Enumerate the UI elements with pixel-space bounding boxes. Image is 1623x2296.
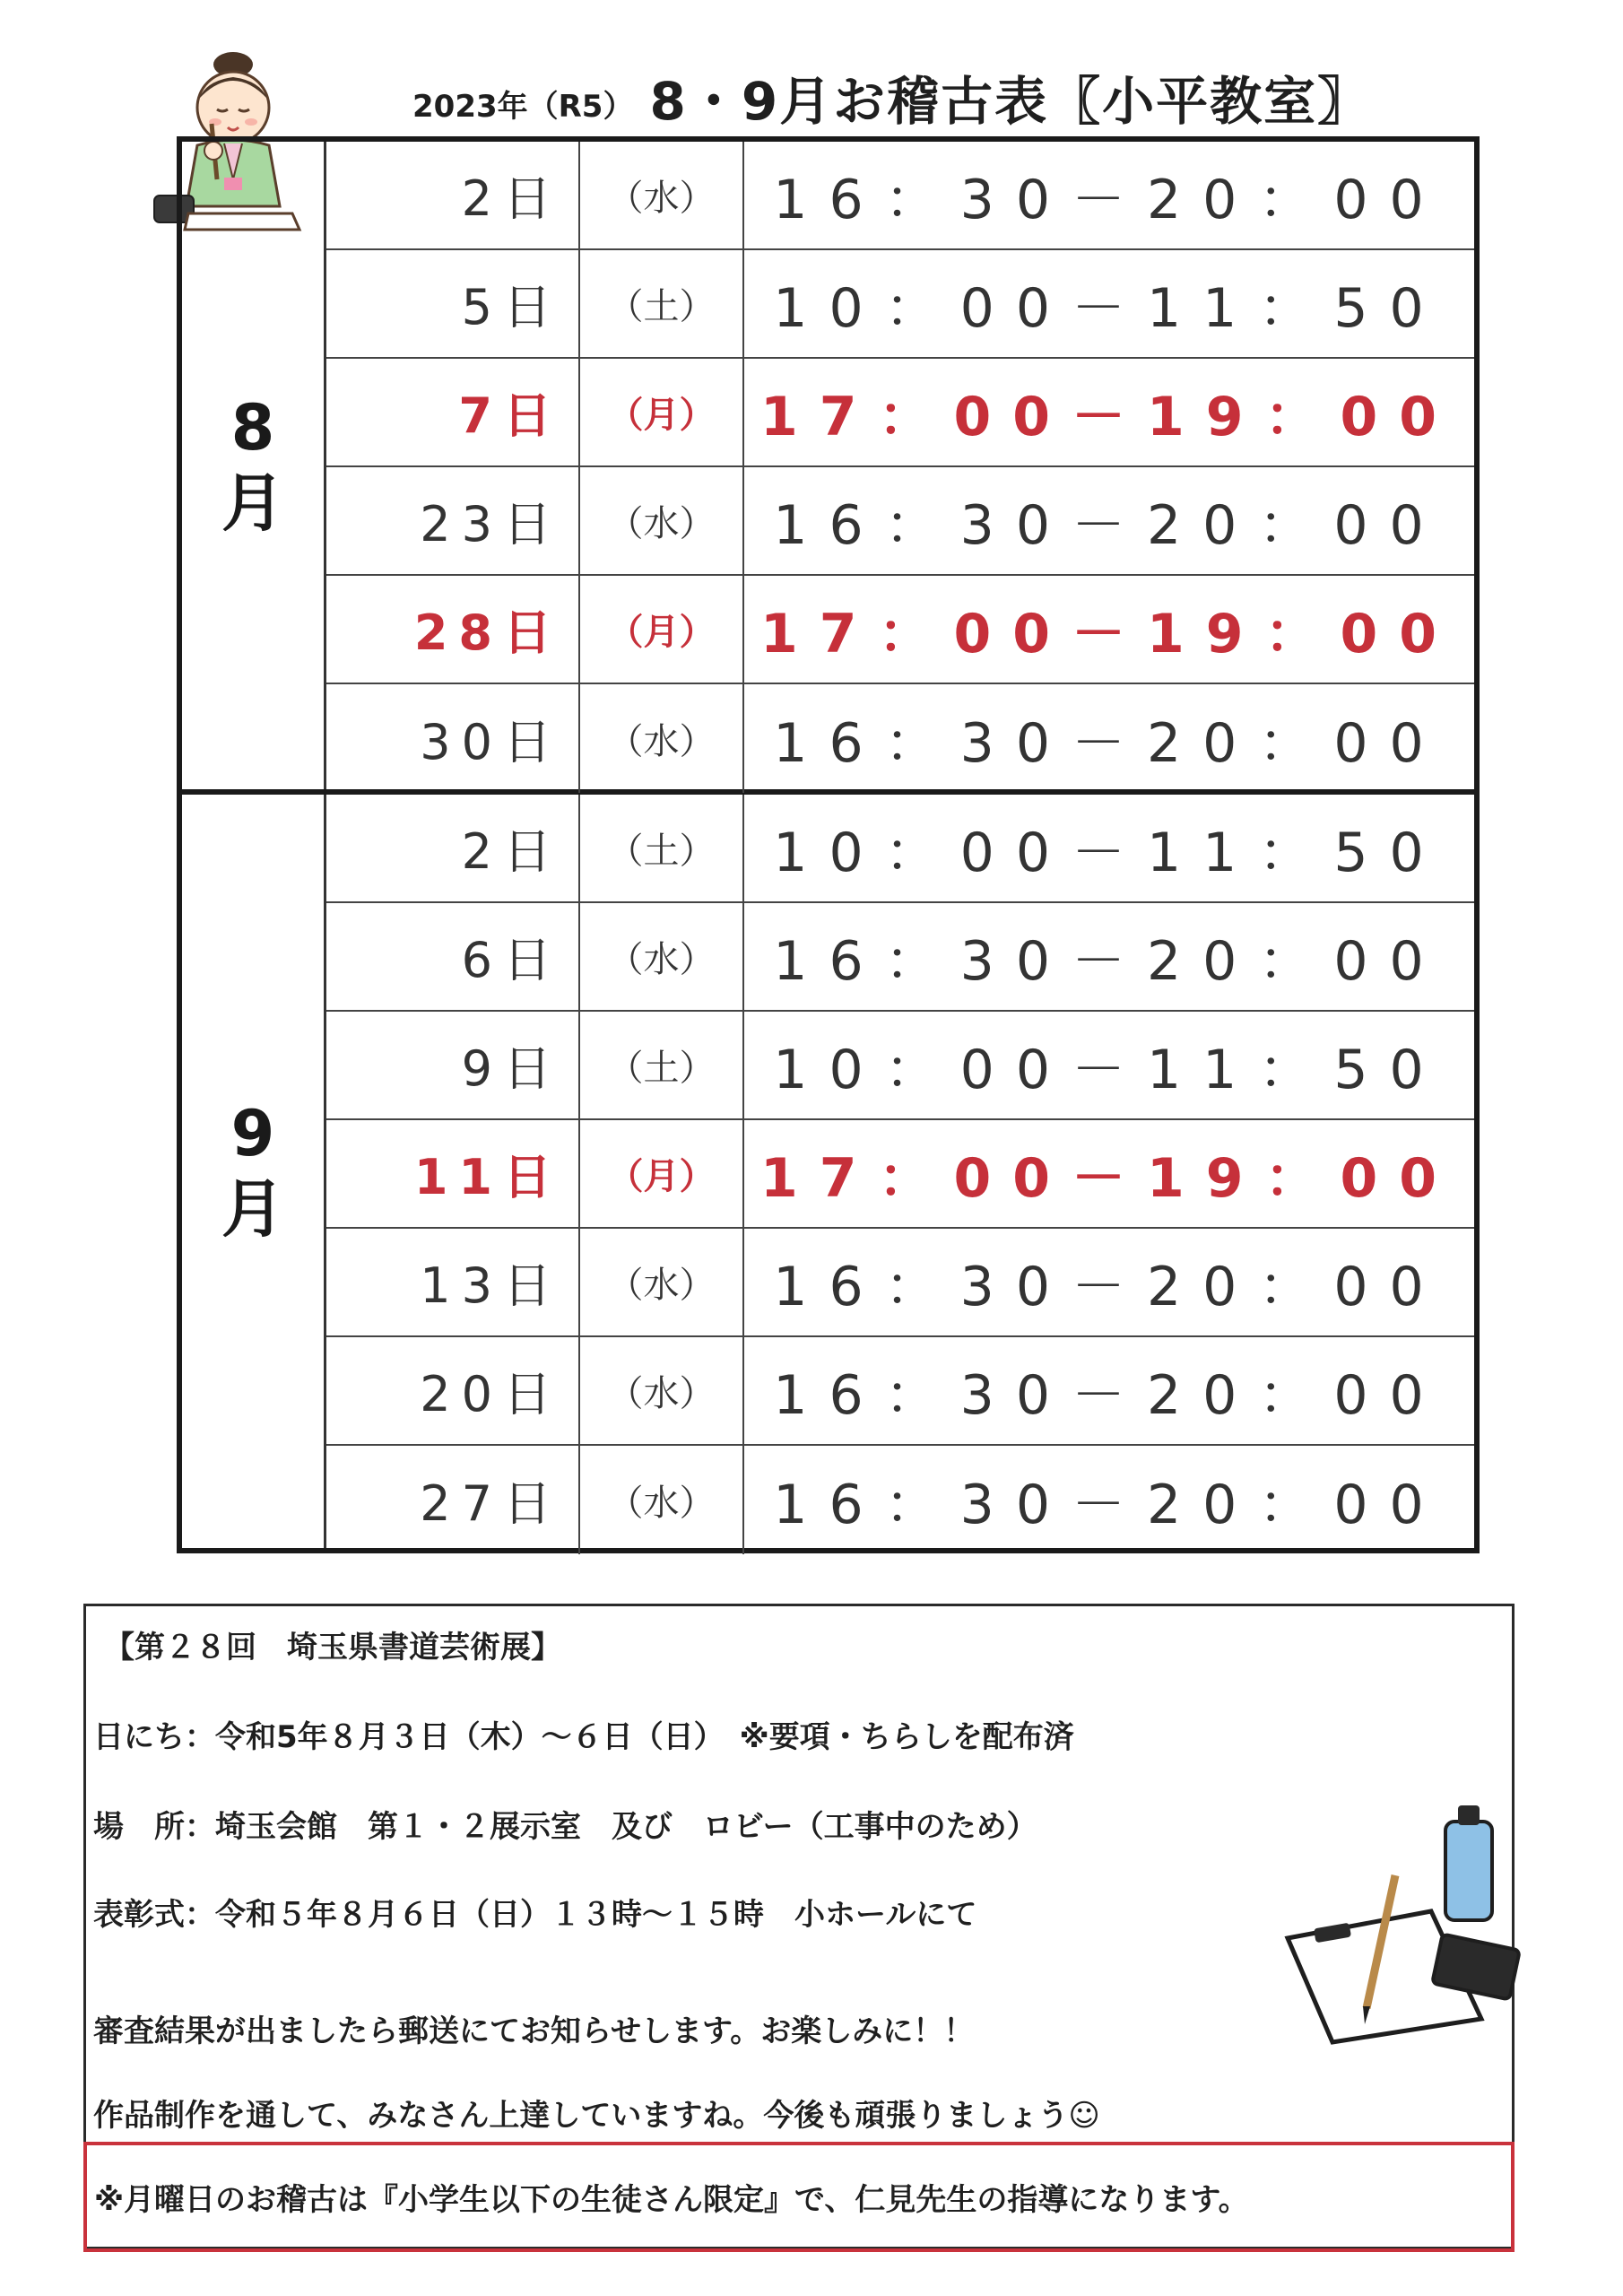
exhibition-heading: 【第２８回 埼玉県書道芸術展】 <box>104 1630 561 1665</box>
schedule-table <box>177 136 1480 1553</box>
schedule-row <box>326 576 1474 684</box>
schedule-row <box>326 1337 1474 1446</box>
august-label-number: 8 <box>230 391 275 465</box>
time-cell: 10：00－11：50 <box>773 821 1445 884</box>
time-cell: 17：00－19：00 <box>760 385 1458 448</box>
title-year: 2023年（R5） <box>412 89 634 125</box>
time-cell: 16：30－20：00 <box>773 1363 1445 1427</box>
september-rows <box>326 795 1474 1548</box>
august-rows <box>326 142 1474 789</box>
august-label <box>182 142 326 789</box>
time-cell: 10：00－11：50 <box>773 1038 1445 1101</box>
weekday-cell: （水） <box>580 1229 744 1335</box>
weekday-cell: （水） <box>580 1446 744 1554</box>
exhibition-place: 場 所：埼玉会館 第１・２展示室 及び ロビー（工事中のため） <box>93 1809 1037 1845</box>
day-cell: 9日 <box>326 1012 580 1118</box>
day-cell: 30日 <box>326 684 580 793</box>
weekday-cell: （水） <box>580 142 744 248</box>
schedule-row <box>326 903 1474 1012</box>
day-cell: 2日 <box>326 142 580 248</box>
time-cell: 16：30－20：00 <box>773 493 1445 557</box>
time-cell: 16：30－20：00 <box>773 711 1445 775</box>
calligraphy-tools-illustration <box>1270 1804 1530 2046</box>
weekday-cell: （月） <box>580 576 744 683</box>
schedule-row <box>326 1446 1474 1554</box>
time-cell: 16：30－20：00 <box>773 1255 1445 1318</box>
schedule-row <box>326 1229 1474 1337</box>
schedule-row <box>326 359 1474 467</box>
day-cell: 11日 <box>326 1120 580 1227</box>
page-title <box>412 54 1371 135</box>
weekday-cell: （水） <box>580 903 744 1010</box>
weekday-cell: （土） <box>580 795 744 901</box>
day-cell: 5日 <box>326 250 580 357</box>
time-cell: 10：00－11：50 <box>773 276 1445 340</box>
weekday-cell: （水） <box>580 684 744 793</box>
august-block <box>182 142 1474 795</box>
schedule-row <box>326 467 1474 576</box>
title-main: 8・9月お稽古表〖小平教室〗 <box>649 71 1372 132</box>
september-block <box>182 795 1474 1548</box>
time-cell: 16：30－20：00 <box>773 929 1445 993</box>
day-cell: 23日 <box>326 467 580 574</box>
day-cell: 7日 <box>326 359 580 465</box>
schedule-row <box>326 250 1474 359</box>
exhibition-date: 日にち：令和5年８月３日（木）～６日（日） ※要項・ちらしを配布済 <box>93 1719 1074 1755</box>
september-label-kanji: 月 <box>221 1172 284 1246</box>
exhibition-message: 作品制作を通して、みなさん上達していますね。今後も頑張りましょう☺ <box>93 2098 1100 2134</box>
time-cell: 17：00－19：00 <box>760 1146 1458 1210</box>
exhibition-info-box <box>83 1604 1515 2249</box>
schedule-row <box>326 795 1474 903</box>
schedule-row <box>326 1120 1474 1229</box>
schedule-row <box>326 1012 1474 1120</box>
time-cell: 17：00－19：00 <box>760 602 1458 665</box>
day-cell: 13日 <box>326 1229 580 1335</box>
day-cell: 6日 <box>326 903 580 1010</box>
time-cell: 16：30－20：00 <box>773 168 1445 231</box>
schedule-row <box>326 142 1474 250</box>
day-cell: 20日 <box>326 1337 580 1444</box>
weekday-cell: （月） <box>580 359 744 465</box>
exhibition-results: 審査結果が出ましたら郵送にてお知らせします。お楽しみに！！ <box>93 2013 975 2049</box>
weekday-cell: （水） <box>580 467 744 574</box>
day-cell: 27日 <box>326 1446 580 1554</box>
day-cell: 28日 <box>326 576 580 683</box>
weekday-cell: （水） <box>580 1337 744 1444</box>
september-label <box>182 795 326 1548</box>
time-cell: 16：30－20：00 <box>773 1473 1445 1536</box>
schedule-row <box>326 684 1474 793</box>
day-cell: 2日 <box>326 795 580 901</box>
weekday-cell: （月） <box>580 1120 744 1227</box>
exhibition-ceremony: 表彰式：令和５年８月６日（日）１３時～１５時 小ホールにて <box>93 1897 977 1933</box>
weekday-cell: （土） <box>580 1012 744 1118</box>
august-label-kanji: 月 <box>221 466 284 540</box>
weekday-cell: （土） <box>580 250 744 357</box>
september-label-number: 9 <box>230 1097 275 1170</box>
monday-notice: ※月曜日のお稽古は『小学生以下の生徒さん限定』で、仁見先生の指導になります。 <box>83 2142 1515 2252</box>
